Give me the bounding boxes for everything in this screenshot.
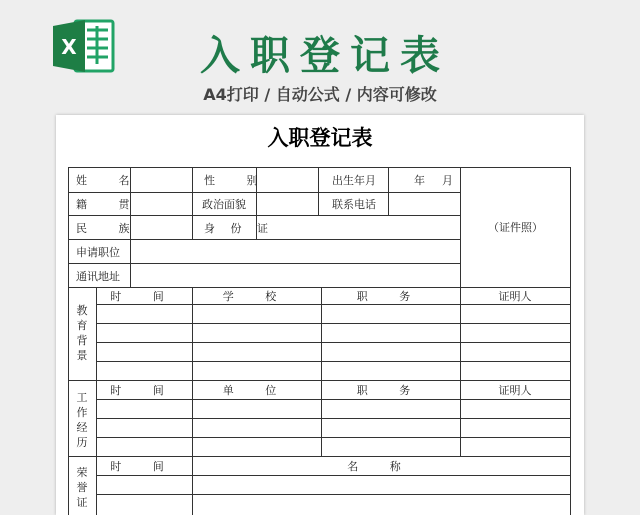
form-title: 入职登记表	[267, 126, 373, 150]
ethnicity-label: 民 族	[76, 221, 144, 235]
work-char-2: 作	[76, 406, 88, 419]
birth-label: 出生年月	[332, 174, 376, 187]
honors-char-1: 荣	[76, 466, 88, 479]
education-char-1: 教	[76, 304, 88, 317]
work-char-1: 工	[76, 391, 88, 404]
work-char-3: 经	[76, 421, 88, 434]
education-header-time: 时 间	[110, 289, 178, 303]
page-subtitle: A4打印 / 自动公式 / 内容可修改	[203, 85, 437, 104]
education-char-2: 育	[76, 319, 88, 332]
education-section-label	[67, 303, 97, 363]
work-header-time: 时 间	[110, 383, 178, 397]
education-char-4: 景	[76, 349, 88, 362]
politics-label: 政治面貌	[202, 198, 246, 211]
honors-char-3: 证	[76, 496, 88, 509]
work-header-referee: 证明人	[498, 383, 532, 397]
excel-icon-letter: X	[61, 35, 77, 59]
work-header-company: 单 位	[222, 383, 291, 397]
honors-section-label	[67, 465, 97, 510]
gender-label: 性 别	[204, 174, 272, 187]
address-label: 通讯地址	[76, 269, 120, 283]
phone-label: 联系电话	[332, 198, 376, 211]
photo-placeholder: （证件照）	[488, 221, 543, 234]
page-title: 入职登记表	[200, 33, 450, 79]
honors-char-2: 誉	[76, 481, 88, 494]
honors-header-name: 名 称	[347, 459, 415, 473]
name-label: 姓 名	[76, 174, 144, 187]
id-label: 身 份 证	[204, 221, 274, 235]
education-char-3: 背	[76, 334, 88, 347]
position-label: 申请职位	[76, 245, 120, 259]
birth-year-unit: 年	[414, 174, 425, 187]
work-header-role: 职 务	[356, 383, 425, 397]
honors-header-time: 时 间	[110, 459, 178, 473]
education-header-referee: 证明人	[498, 289, 532, 303]
form-paper	[56, 115, 584, 515]
work-section-label	[67, 390, 97, 450]
origin-label: 籍 贯	[76, 198, 144, 211]
education-header-school: 学 校	[222, 289, 291, 303]
birth-month-unit: 月	[442, 174, 453, 187]
work-char-4: 历	[76, 436, 88, 449]
education-header-role: 职 务	[356, 289, 425, 303]
